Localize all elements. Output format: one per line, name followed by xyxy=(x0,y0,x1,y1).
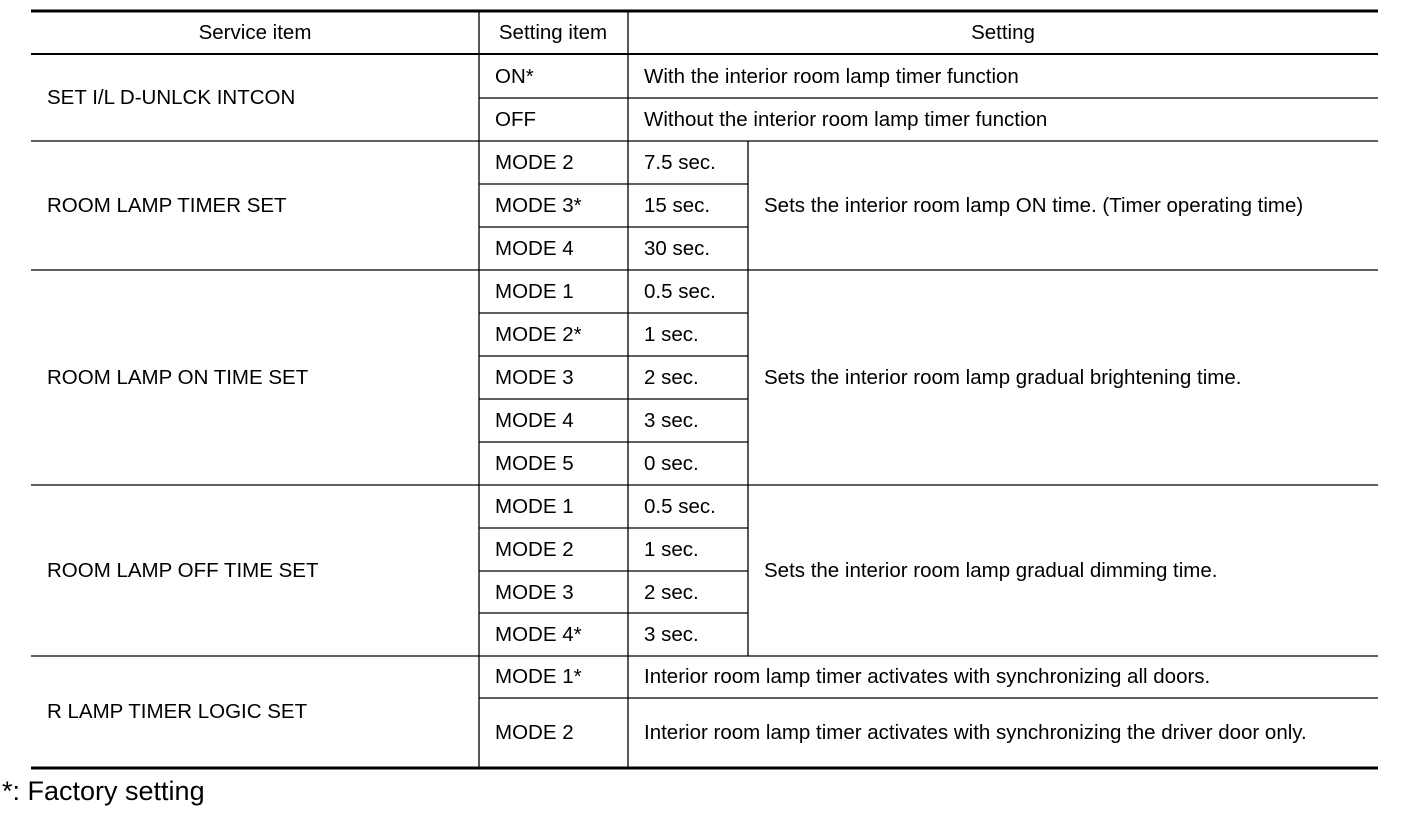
header-setting-item: Setting item xyxy=(498,21,608,44)
value-cell: 0.5 sec. xyxy=(644,494,716,518)
description-cell: Sets the interior room lamp ON time. (Timer operating time) xyxy=(764,193,1304,217)
setting-item-cell: MODE 1 xyxy=(495,279,574,303)
setting-item-cell: MODE 5 xyxy=(495,451,574,475)
factory-setting-footnote: *: Factory setting xyxy=(2,776,205,806)
value-cell: 3 sec. xyxy=(644,408,699,432)
value-cell: 2 sec. xyxy=(644,580,699,604)
header-setting: Setting xyxy=(971,21,1035,44)
value-cell: 7.5 sec. xyxy=(644,150,716,174)
service-item-room-lamp-off-time-set: ROOM LAMP OFF TIME SET xyxy=(47,558,319,582)
value-cell: 0.5 sec. xyxy=(644,279,716,303)
setting-item-cell: MODE 2* xyxy=(495,322,582,346)
setting-item-cell: MODE 3 xyxy=(495,580,574,604)
service-item-set-il-d-unlck-intcon: SET I/L D-UNLCK INTCON xyxy=(47,86,296,109)
value-cell: 3 sec. xyxy=(644,622,699,646)
setting-item-cell: MODE 3 xyxy=(495,365,574,389)
setting-item-cell: MODE 4* xyxy=(495,622,582,646)
value-cell: 0 sec. xyxy=(644,451,699,475)
setting-item-cell: OFF xyxy=(495,107,536,131)
setting-item-cell: MODE 2 xyxy=(495,537,574,561)
setting-item-cell: MODE 4 xyxy=(495,236,574,260)
value-cell: 1 sec. xyxy=(644,322,699,346)
value-cell: 2 sec. xyxy=(644,365,699,389)
setting-item-cell: MODE 2 xyxy=(495,720,574,744)
value-cell: 30 sec. xyxy=(644,236,711,260)
service-item-room-lamp-on-time-set: ROOM LAMP ON TIME SET xyxy=(47,365,309,389)
value-cell: 15 sec. xyxy=(644,193,711,217)
value-cell: 1 sec. xyxy=(644,537,699,561)
description-cell: Sets the interior room lamp gradual brightening time. xyxy=(764,365,1242,389)
setting-item-cell: MODE 3* xyxy=(495,193,582,217)
setting-item-cell: ON* xyxy=(495,64,534,88)
setting-cell: Interior room lamp timer activates with synchronizing the driver door only. xyxy=(644,720,1307,744)
setting-item-cell: MODE 1* xyxy=(495,665,582,688)
service-item-r-lamp-timer-logic-set: R LAMP TIMER LOGIC SET xyxy=(47,699,308,723)
setting-cell: With the interior room lamp timer function xyxy=(644,64,1019,88)
setting-cell: Interior room lamp timer activates with synchronizing all doors. xyxy=(644,665,1211,688)
header-service-item: Service item xyxy=(198,21,312,44)
service-item-room-lamp-timer-set: ROOM LAMP TIMER SET xyxy=(47,193,287,217)
setting-item-cell: MODE 4 xyxy=(495,408,574,432)
description-cell: Sets the interior room lamp gradual dimming time. xyxy=(764,558,1218,582)
setting-cell: Without the interior room lamp timer function xyxy=(644,107,1048,131)
setting-item-cell: MODE 1 xyxy=(495,494,574,518)
setting-item-cell: MODE 2 xyxy=(495,150,574,174)
